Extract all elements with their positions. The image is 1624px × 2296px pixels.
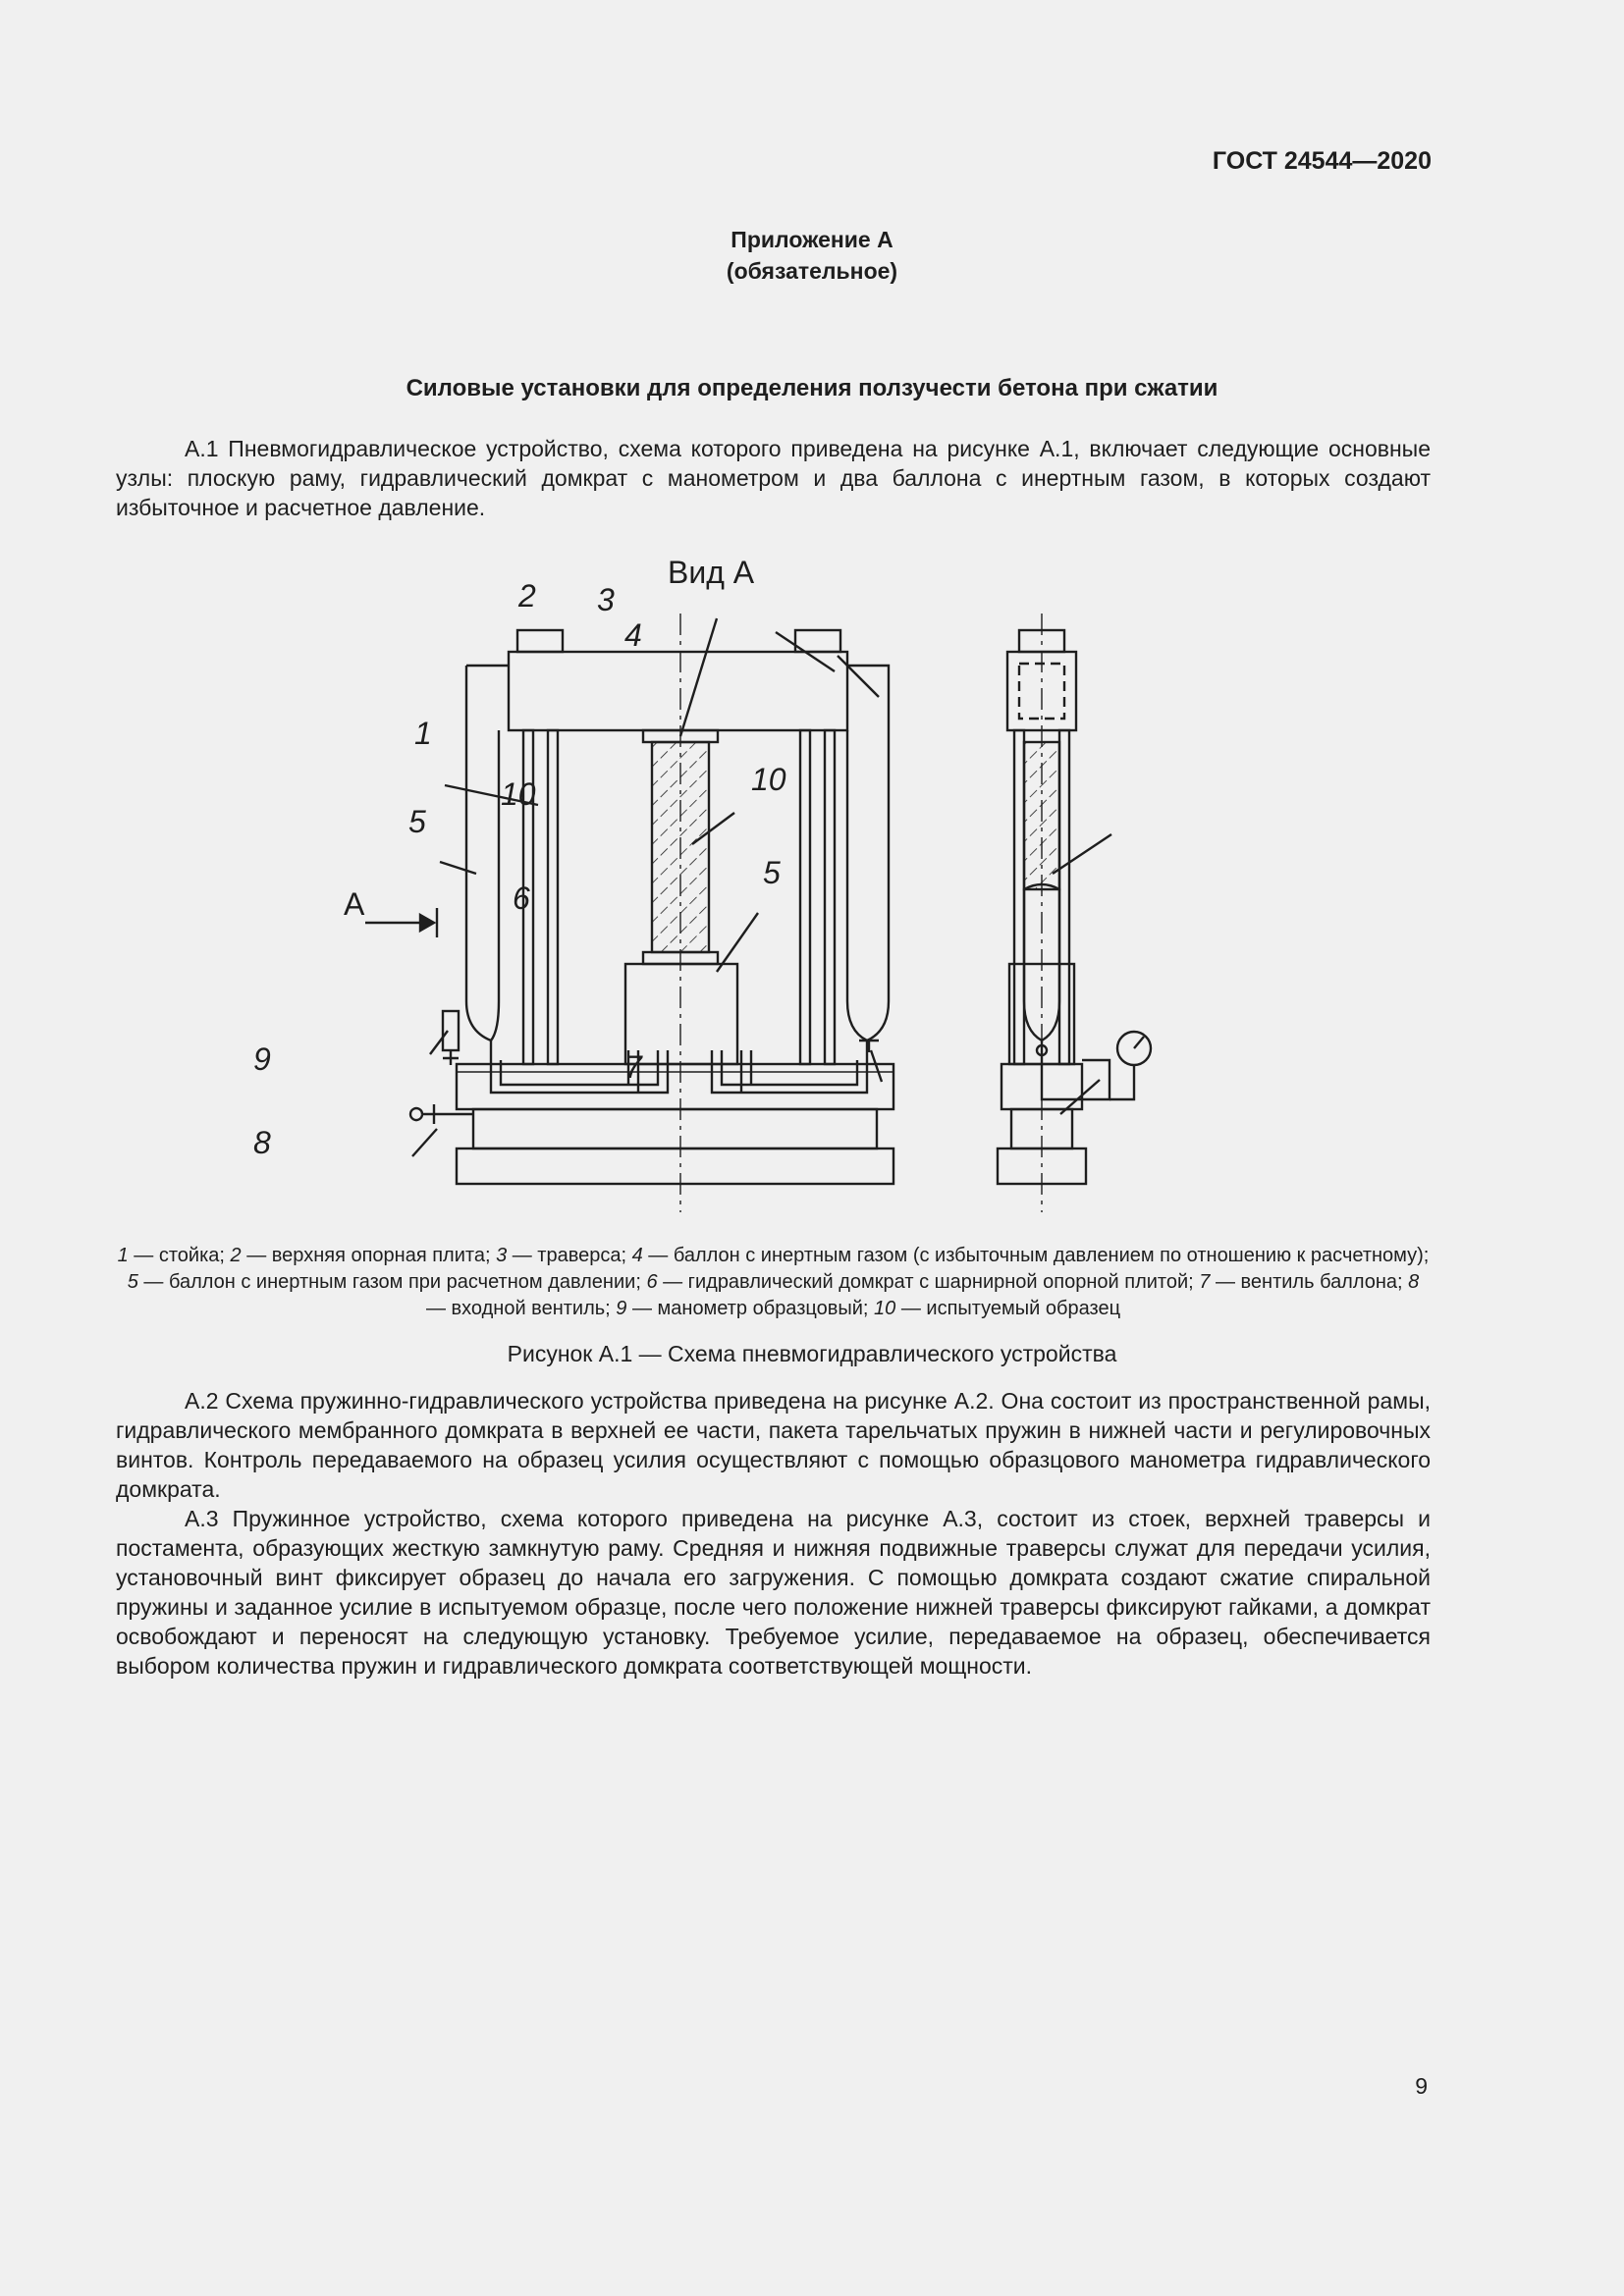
front-view bbox=[365, 614, 893, 1212]
legend-text-3: — траверса; bbox=[507, 1245, 632, 1266]
paragraph-a1 bbox=[116, 434, 1431, 522]
legend-num-6: 6 bbox=[646, 1271, 658, 1293]
legend-text-2: — верхняя опорная плита; bbox=[241, 1245, 497, 1266]
appendix-heading bbox=[0, 224, 1624, 287]
appendix-status: (обязательное) bbox=[726, 258, 898, 284]
legend-text-1: — стойка; bbox=[128, 1245, 231, 1266]
legend-text-9: — манометр образцовый; bbox=[626, 1298, 875, 1319]
side-label-5: 5 bbox=[763, 855, 781, 890]
side-view bbox=[998, 614, 1151, 1212]
label-8: 8 bbox=[253, 1125, 271, 1160]
label-1: 1 bbox=[414, 716, 432, 751]
arrow-label: А bbox=[344, 886, 365, 922]
document-code: ГОСТ 24544—2020 bbox=[1212, 147, 1432, 175]
legend-num-8: 8 bbox=[1408, 1271, 1420, 1293]
label-4: 4 bbox=[624, 617, 642, 653]
legend-num-5: 5 bbox=[127, 1271, 138, 1293]
figure-a1 bbox=[253, 550, 1129, 1227]
figure-caption: Рисунок А.1 — Схема пневмогидравлического устройства bbox=[507, 1341, 1117, 1366]
paragraph-a1-text: А.1 Пневмогидравлическое устройство, схема которого приведена на рисунке А.1, включает следующие основные узлы: плоскую раму, гидравлический домкрат с манометром и два баллона с инертным газом, в которых создают избыточное и расчетное давление. bbox=[116, 436, 1431, 520]
legend-num-2: 2 bbox=[230, 1245, 242, 1266]
paragraphs-after bbox=[116, 1386, 1431, 1681]
side-label-10: 10 bbox=[751, 762, 786, 797]
label-6: 6 bbox=[513, 881, 530, 916]
legend-text-5: — баллон с инертным газом при расчетном давлении; bbox=[137, 1271, 647, 1293]
legend-num-1: 1 bbox=[117, 1245, 129, 1266]
legend-text-7: — вентиль баллона; bbox=[1210, 1271, 1409, 1293]
label-5: 5 bbox=[408, 804, 426, 839]
label-2: 2 bbox=[518, 578, 536, 614]
legend-num-9: 9 bbox=[616, 1298, 627, 1319]
pneumohydraulic-diagram bbox=[253, 550, 1129, 1227]
legend-text-6: — гидравлический домкрат с шарнирной опорной плитой; bbox=[657, 1271, 1200, 1293]
legend-num-7: 7 bbox=[1199, 1271, 1211, 1293]
legend-num-10: 10 bbox=[874, 1298, 896, 1319]
paragraph-a3: А.3 Пружинное устройство, схема которого приведена на рисунке А.3, состоит из стоек, верхней траверсы и постамента, образующих жесткую замкнутую раму. Средняя и нижняя подвижные траверсы служат для передачи усилия, установочный винт фиксирует образец до начала его загружения. С помощью домкрата создают сжатие спиральной пружины и заданное усилие в испытуемом образце, после чего положение нижней траверсы фиксируют гайками, а домкрат освобождают и переносят на следующую установку. Требуемое усилие, передаваемое на образец, обеспечивается выбором количества пружин и гидравлического домкрата соответствующей мощности. bbox=[116, 1506, 1431, 1679]
appendix-title: Приложение А bbox=[731, 227, 893, 252]
legend-num-4: 4 bbox=[631, 1245, 643, 1266]
label-10: 10 bbox=[501, 776, 536, 812]
label-3: 3 bbox=[597, 582, 615, 617]
legend-text-10: — испытуемый образец bbox=[895, 1298, 1121, 1319]
legend-text-8: — входной вентиль; bbox=[425, 1298, 617, 1319]
legend-text-4: — баллон с инертным газом (с избыточным давлением по отношению к расчетному); bbox=[642, 1245, 1430, 1266]
view-label: Вид А bbox=[668, 555, 755, 590]
figure-legend bbox=[116, 1243, 1431, 1322]
section-title: Силовые установки для определения ползучести бетона при сжатии bbox=[406, 375, 1218, 401]
legend-num-3: 3 bbox=[496, 1245, 508, 1266]
page-number: 9 bbox=[1415, 2073, 1428, 2099]
label-9: 9 bbox=[253, 1041, 271, 1077]
label-7: 7 bbox=[624, 1049, 642, 1085]
paragraph-a2: А.2 Схема пружинно-гидравлического устройства приведена на рисунке А.2. Она состоит из пространственной рамы, гидравлического мембранного домкрата в верхней ее части, пакета тарельчатых пружин в нижней части и регулировочных винтов. Контроль передаваемого на образец усилия осуществляют с помощью образцового манометра гидравлического домкрата. bbox=[116, 1388, 1431, 1502]
